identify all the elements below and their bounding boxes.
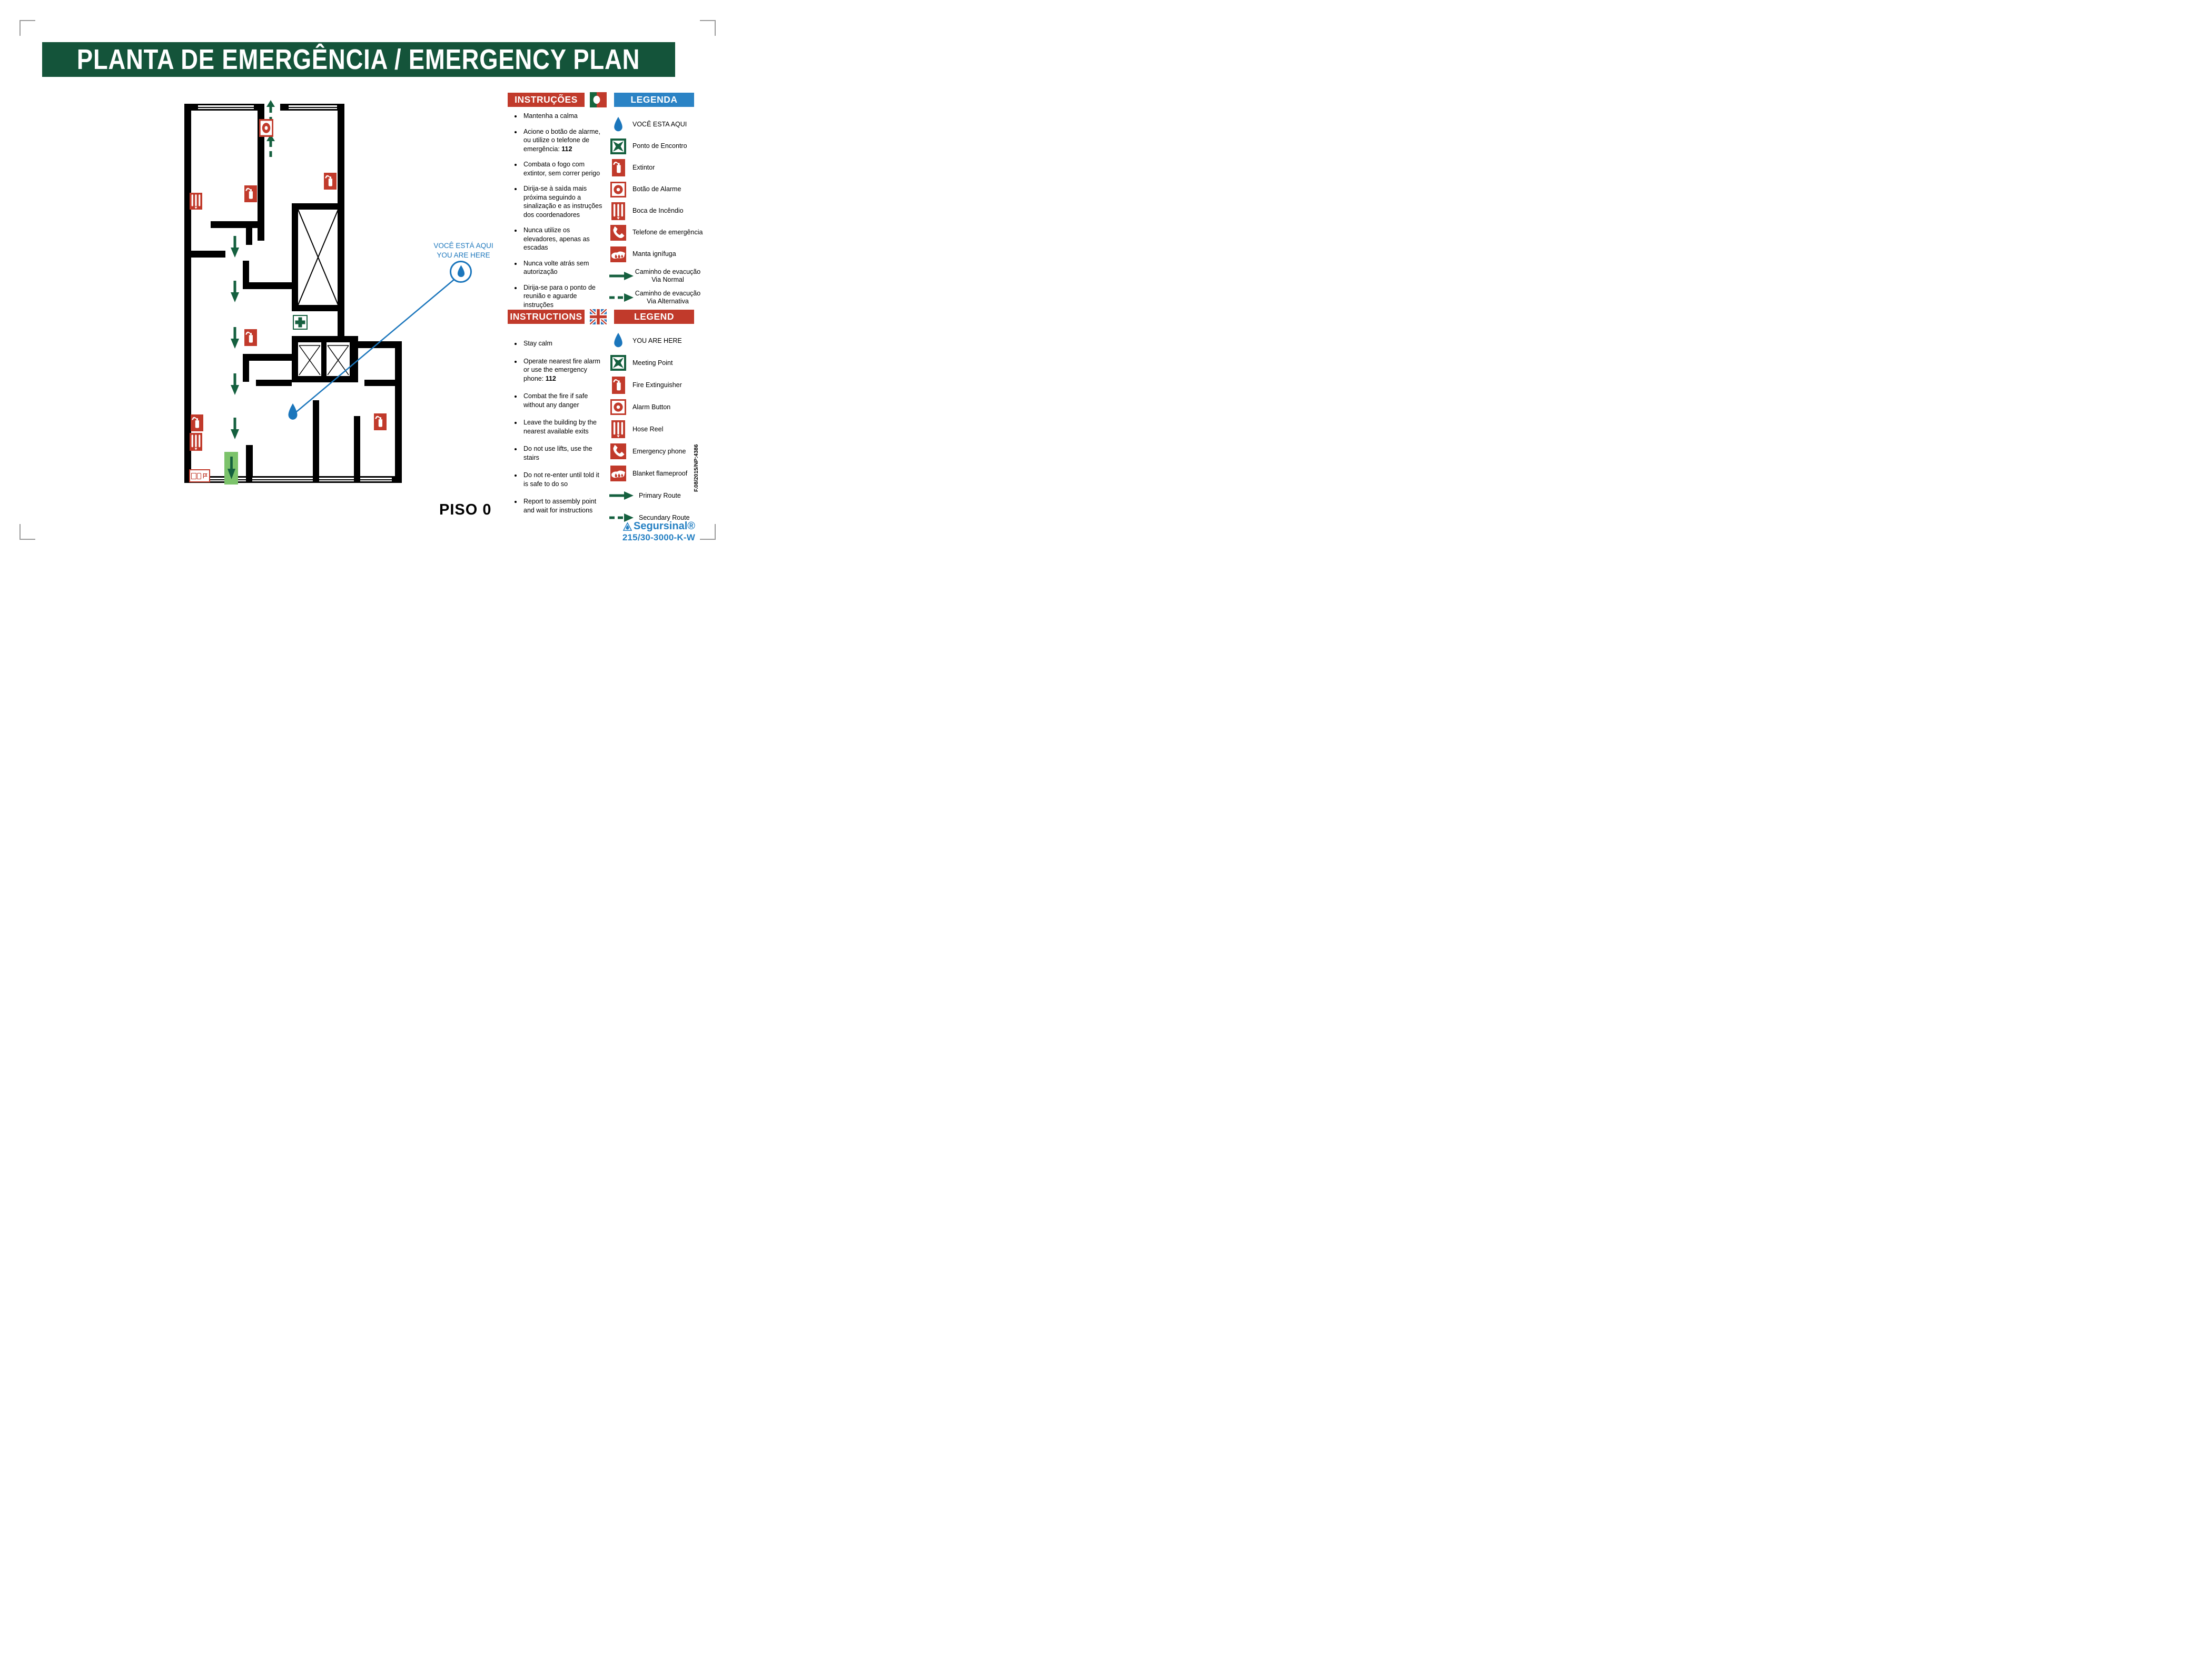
brand-name: Segursinal® [634,520,695,532]
emergency-exit-band [224,452,238,485]
you-are-here-drop-icon [609,117,628,133]
evacuation-arrow-up-icon [266,134,275,159]
stairwell-wall [292,203,298,311]
instruction-item: • Mantenha a calma [522,112,605,121]
evacuation-arrow-down-icon [231,236,239,258]
fire-extinguisher-icon [191,414,203,431]
legend-item-label: Extintor [632,164,655,172]
wall [184,251,225,258]
wall [243,361,249,382]
fire-extinguisher-icon [244,329,257,346]
en-legend-header: LEGEND [614,310,694,324]
alarm-button-icon [609,182,628,197]
drop-icon [457,265,466,279]
alarm-button-icon [259,119,273,137]
elevator [298,342,321,376]
extinguisher-glyph [197,473,201,479]
hose-reel-icon [609,420,628,438]
crop-mark [700,539,716,540]
window [319,476,354,483]
fire-extinguisher-icon [374,413,387,430]
legend-item-label: Caminho de evacução Via Alternativa [635,290,701,305]
segursinal-flame-icon [623,522,632,531]
instruction-item: • Operate nearest fire alarm or use the emergency phone: 112 [522,357,605,383]
legend-item-label: Botão de Alarme [632,185,681,193]
legend-item [609,352,704,374]
legend-item-label: Secundary Route [639,513,690,521]
legend-item-label: Boca de Incêndio [632,207,684,215]
pt-instructions-list [513,112,605,316]
instruction-item: • Report to assembly point and wait for instructions [522,497,605,515]
you-are-here-callout [421,241,506,260]
elevator-block [292,336,358,382]
legend-item [609,286,704,308]
emergency-phone-icon [609,443,628,459]
stairwell-wall [292,305,344,311]
instruction-item: • Acione o botão de alarme, ou utilize o telefone de emergência: 112 [522,127,605,154]
legend-item-label: Caminho de evacução Via Normal [635,268,701,283]
elevator [327,342,350,376]
crop-mark [715,20,716,36]
crop-mark [19,20,35,21]
fire-blanket-icon [609,466,628,481]
you-are-here-callout-marker [450,261,472,283]
you-are-here-drop-icon [609,333,628,349]
hose-reel-icon [190,433,202,451]
instruction-item: • Combata o fogo com extintor, sem correr perigo [522,160,605,177]
evacuation-arrow-down-icon [231,327,239,349]
crop-mark [19,524,21,540]
window [289,104,337,111]
en-instructions-list [513,339,605,523]
wall [313,400,319,479]
legend-item-label: Primary Route [639,491,681,499]
portugal-flag-icon [590,92,607,107]
pt-instructions-header: INSTRUÇÕES [508,93,585,107]
instruction-item: • Combat the fire if safe without any danger [522,392,605,409]
wall [256,380,292,386]
en-instructions-header: INSTRUCTIONS [508,310,585,324]
instruction-item: • Dirija-se para o ponto de reunião e aguarde instruções [522,283,605,310]
square-glyph [191,473,196,479]
meeting-point-icon [609,355,628,371]
first-aid-icon [293,315,308,330]
document-reference: F.08/2015/NP:4386 [693,444,699,492]
legend-item [609,418,704,440]
instruction-item: • Stay calm [522,339,605,348]
legend-item [609,396,704,418]
fire-extinguisher-icon [609,159,628,176]
legend-item-label: YOU ARE HERE [632,337,682,344]
route-secondary-arrow-icon [609,293,634,302]
fire-blanket-icon [609,246,628,262]
crop-mark [19,539,35,540]
instruction-item: • Nunca volte atrás sem autorização [522,259,605,276]
legend-item-label: Telefone de emergência [632,229,703,236]
fire-extinguisher-icon [244,185,257,202]
legend-item [609,157,704,179]
instruction-item: • Leave the building by the nearest available exits [522,418,605,436]
legend-item [609,179,704,200]
legend-item [609,485,704,507]
crop-mark [715,524,716,540]
legend-item-label: Blanket flameproof [632,469,688,477]
legend-item [609,462,704,485]
legend-item-label: VOCÊ ESTA AQUI [632,121,687,129]
fire-equipment-group-sign [189,469,210,482]
stairwell [298,210,338,305]
evacuation-arrow-down-icon [231,281,239,303]
legend-item [609,135,704,157]
evacuation-arrow-down-icon [231,418,239,440]
brand-model: 215/30-3000-K-W [622,532,695,542]
uk-flag-icon [590,309,607,324]
instruction-item: • Dirija-se à saìda mais próxima seguindo a sinalização e as instruções dos coordenadores [522,184,605,219]
wall [243,282,292,289]
emergency-phone-icon [609,225,628,241]
instruction-item: • Do not re-enter until told it is safe to do so [522,471,605,488]
hose-reel-icon [190,193,202,210]
window [360,476,392,483]
you-are-here-marker [287,403,299,421]
meeting-point-icon [609,139,628,154]
brand-block [595,520,695,543]
alarm-button-icon [609,399,628,415]
legend-item [609,222,704,243]
legend-item-label: Fire Extinguisher [632,381,682,389]
wall [354,416,360,479]
pt-legend-header: LEGENDA [614,93,694,107]
legend-item-label: Ponto de Encontro [632,142,687,150]
title-banner [42,42,675,77]
flag-glyph [202,472,208,479]
instruction-item: • Do not use lifts, use the stairs [522,444,605,462]
wall [338,104,344,350]
route-primary-arrow-icon [609,272,634,280]
wall [246,445,253,478]
legend-item-label: Manta ignífuga [632,250,676,258]
window [198,104,254,111]
wall [211,221,258,228]
legend-item [609,200,704,222]
wall [395,341,402,483]
callout-line-pt: VOCÊ ESTÁ AQUI [433,242,493,250]
legend-item-label: Emergency phone [632,447,686,455]
fire-extinguisher-icon [324,173,337,190]
fire-extinguisher-icon [609,377,628,394]
exit-arrow-icon [228,457,235,480]
wall [246,228,252,245]
instruction-item: • Nunca utilize os elevadores, apenas as escadas [522,226,605,252]
legend-item-label: Meeting Point [632,359,673,367]
page-title: PLANTA DE EMERGÊNCIA / EMERGENCY PLAN [77,44,640,75]
hose-reel-icon [609,202,628,220]
legend-item [609,243,704,265]
callout-line-en: YOU ARE HERE [437,251,490,259]
legend-item [609,330,704,352]
evacuation-arrow-down-icon [231,373,239,396]
legend-item [609,374,704,396]
floor-label: PISO 0 [439,501,492,518]
wall [364,380,395,386]
wall [246,476,252,483]
legend-item-label: Alarm Button [632,403,671,411]
legend-item [609,265,704,286]
en-legend-list [609,330,704,529]
stairwell-wall [292,203,344,210]
legend-item-label: Hose Reel [632,425,664,433]
crop-mark [19,20,21,36]
wall [243,354,292,361]
crop-mark [700,20,716,21]
legend-item [609,114,704,135]
pt-legend-list [609,114,704,308]
legend-item [609,440,704,462]
route-primary-arrow-icon [609,491,634,500]
